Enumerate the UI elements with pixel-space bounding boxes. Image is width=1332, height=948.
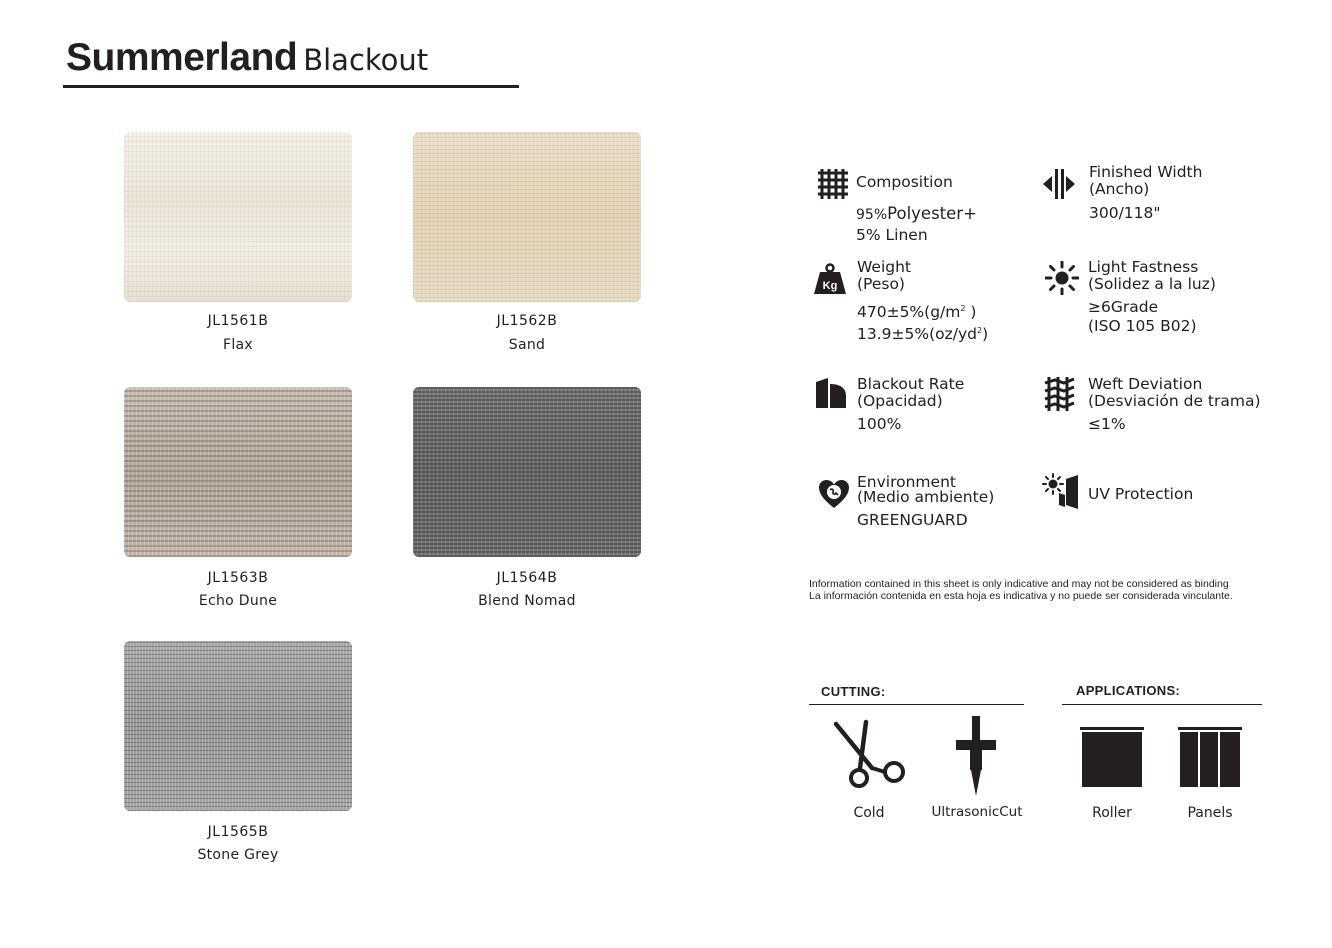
- swatch-name: Stone Grey: [197, 847, 279, 863]
- title-underline: [63, 85, 519, 88]
- width-label: Finished Width (Ancho): [1089, 163, 1203, 198]
- weight-kg-icon: [813, 262, 847, 296]
- swatch-code: JL1565B: [207, 824, 269, 840]
- title-brand: Summerland: [66, 36, 298, 79]
- roller-blind-icon: [1082, 732, 1142, 787]
- cutting-cold-label: Cold: [853, 805, 885, 821]
- swatch-image-sand: [413, 132, 641, 302]
- swatch-code: JL1562B: [496, 313, 558, 329]
- uv-protection-icon: [1042, 473, 1080, 511]
- light-fastness-label: Light Fastness (Solidez a la luz): [1088, 258, 1216, 293]
- svg-text:Kg: Kg: [822, 280, 838, 292]
- swatch-code: JL1563B: [207, 570, 269, 586]
- swatch-name: Echo Dune: [198, 593, 278, 609]
- cutting-rule: [809, 704, 1024, 705]
- application-roller-label: Roller: [1092, 805, 1132, 821]
- applications-rule: [1062, 704, 1262, 705]
- composition-label: Composition: [856, 173, 953, 191]
- weight-label: Weight (Peso): [857, 258, 912, 293]
- swatch-image-stone-grey: [124, 641, 352, 811]
- weft-value: ≤1%: [1088, 415, 1126, 433]
- swatch-image-echo-dune: [124, 387, 352, 557]
- environment-label: Environment (Medio ambiente): [857, 473, 995, 506]
- composition-value-line2: 5% Linen: [856, 226, 928, 244]
- panel-blind-icon: [1200, 732, 1218, 787]
- ultrasonic-cutter-icon: [952, 714, 1000, 798]
- light-fastness-grade: ≥6Grade: [1088, 298, 1159, 316]
- page-title: [66, 36, 428, 80]
- swatch-image-blend-nomad: [413, 387, 641, 557]
- applications-heading: APPLICATIONS:: [1076, 683, 1181, 698]
- weight-value-imperial: $13.9\pm 5\%(oz/yd^2)$: [857, 325, 989, 344]
- heart-globe-icon: [818, 478, 850, 510]
- swatch-code: JL1561B: [207, 313, 269, 329]
- swatch-image-flax: [124, 132, 352, 302]
- blackout-label: Blackout Rate (Opacidad): [857, 375, 965, 410]
- weft-label: Weft Deviation (Desviación de trama): [1088, 375, 1261, 410]
- blackout-icon: [814, 376, 848, 410]
- roller-rail: [1080, 727, 1144, 730]
- application-panels-label: Panels: [1187, 805, 1233, 821]
- width-arrows-icon: [1042, 167, 1076, 201]
- weft-icon: [1044, 375, 1078, 413]
- uv-protection-label: UV Protection: [1088, 485, 1194, 503]
- environment-value: GREENGUARD: [857, 511, 968, 529]
- weight-value-metric: $470\pm 5\%(g/m^2$ ): [857, 303, 977, 322]
- swatch-code: JL1564B: [496, 570, 558, 586]
- swatch-name: Blend Nomad: [478, 593, 576, 609]
- cutting-heading: CUTTING:: [821, 684, 886, 699]
- panel-blind-icon: [1180, 732, 1198, 787]
- title-subtitle: Blackout: [303, 43, 429, 77]
- disclaimer-en: Information contained in this sheet is only indicative and may not be considered as binding: [809, 578, 1229, 590]
- swatch-name: Flax: [222, 337, 253, 353]
- panel-blind-icon: [1220, 732, 1240, 787]
- disclaimer-es: La información contenida en esta hoja es indicativa y no puede ser considerada vinculante.: [809, 590, 1233, 602]
- width-value: 300/118": [1089, 204, 1161, 222]
- sun-icon: [1045, 261, 1079, 295]
- grid-icon: [816, 167, 850, 201]
- cutting-ultrasonic-label: UltrasonicCut: [931, 804, 1023, 820]
- disclaimer: [809, 578, 1233, 602]
- scissors-icon: [830, 718, 908, 796]
- composition-value-line1: 95%Polyester+: [856, 204, 977, 223]
- panels-rail: [1178, 727, 1242, 730]
- blackout-value: 100%: [857, 415, 902, 433]
- light-fastness-standard: (ISO 105 B02): [1088, 317, 1197, 335]
- swatch-name: Sand: [508, 337, 546, 353]
